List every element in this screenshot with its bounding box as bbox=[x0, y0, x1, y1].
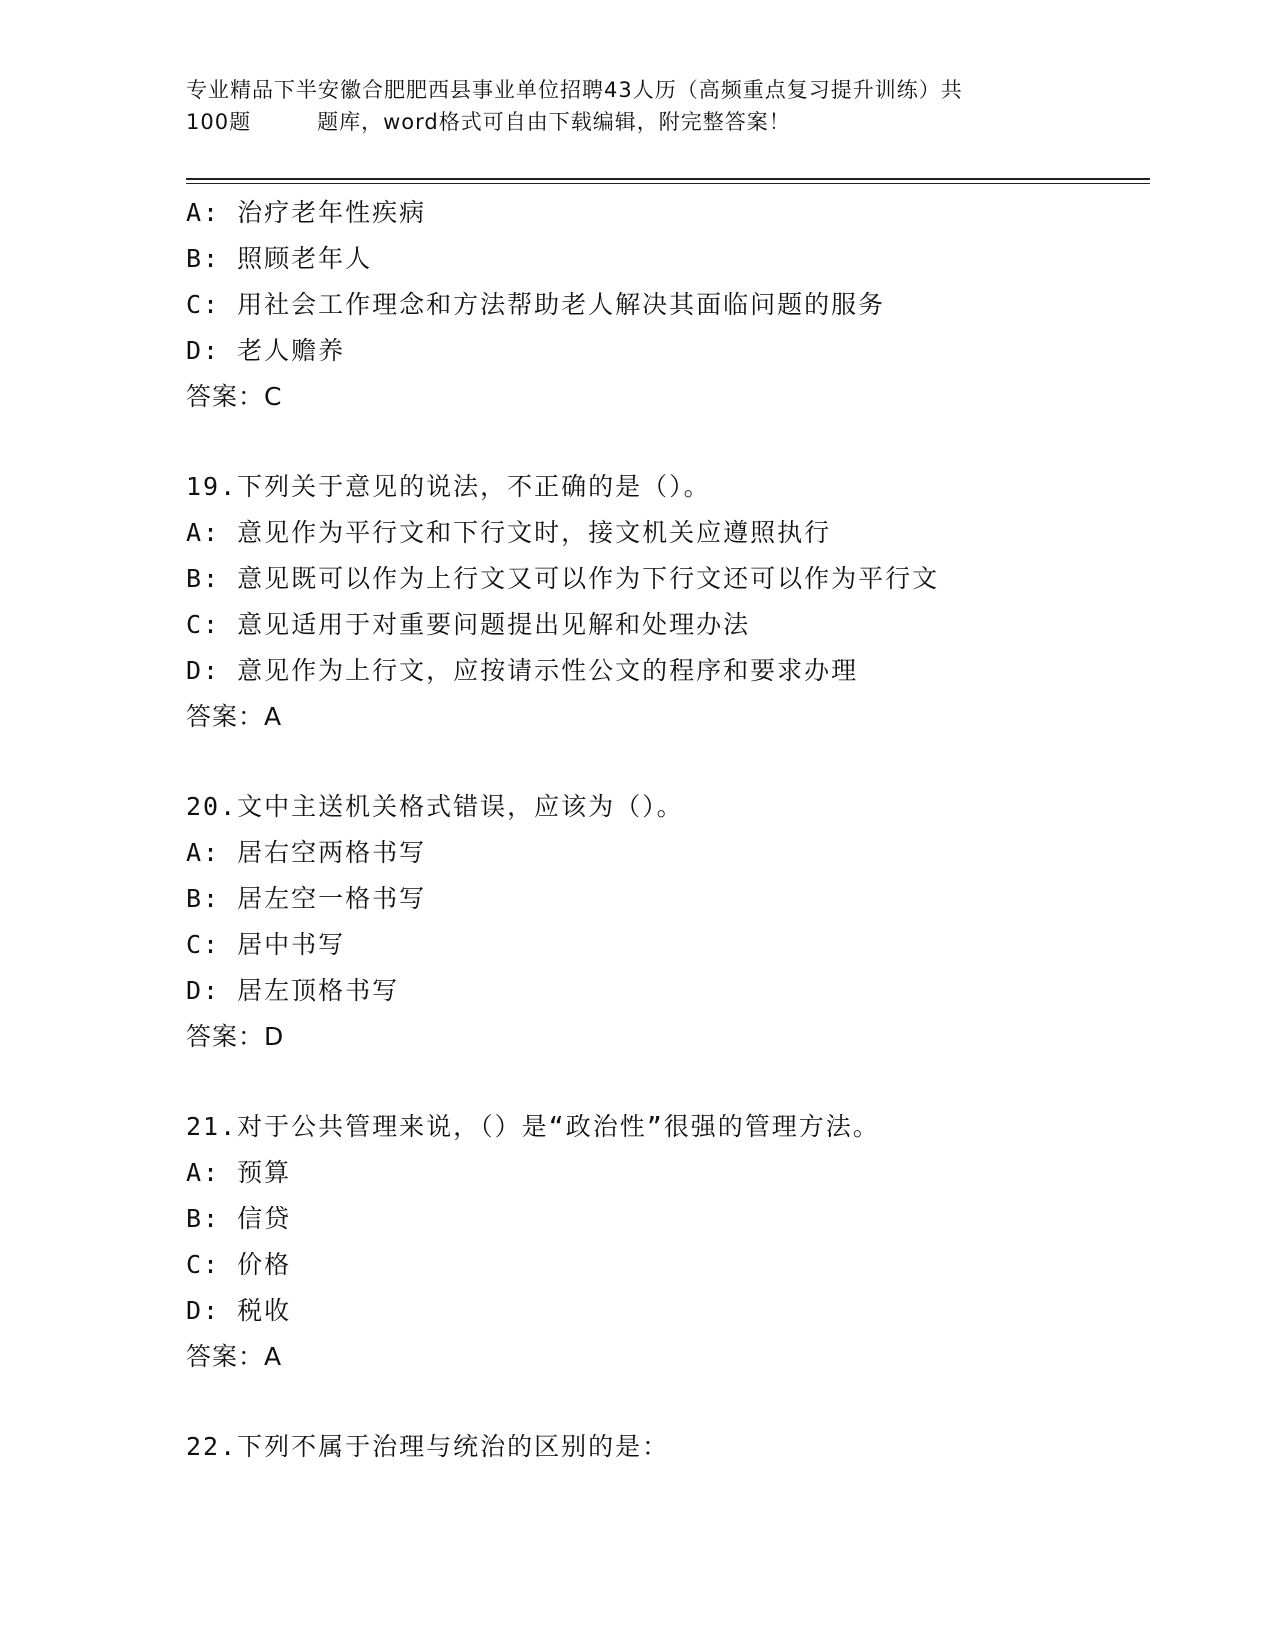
option-d: D: 税收 bbox=[186, 1296, 292, 1325]
option-b: B: 意见既可以作为上行文又可以作为下行文还可以作为平行文 bbox=[186, 564, 940, 593]
question-stem: 22.下列不属于治理与统治的区别的是： bbox=[186, 1432, 670, 1461]
option-b: B: 照顾老年人 bbox=[186, 244, 373, 273]
answer-line: 答案：C bbox=[186, 382, 283, 411]
option-a: A: 意见作为平行文和下行文时，接文机关应遵照执行 bbox=[186, 518, 832, 547]
answer-line: 答案：A bbox=[186, 1342, 283, 1371]
header-title-line2 bbox=[186, 106, 1086, 138]
question-list bbox=[186, 190, 1146, 1470]
question-stem: 19.下列关于意见的说法，不正确的是（）。 bbox=[186, 472, 711, 501]
option-b: B: 居左空一格书写 bbox=[186, 884, 427, 913]
option-a: A: 治疗老年性疾病 bbox=[186, 198, 427, 227]
answer-line: 答案：A bbox=[186, 702, 283, 731]
option-a: A: 居右空两格书写 bbox=[186, 838, 427, 867]
question-stem: 21.对于公共管理来说，（）是“政治性”很强的管理方法。 bbox=[186, 1112, 880, 1141]
header-divider-thick bbox=[186, 178, 1150, 180]
header-subtitle: 题库，word格式可自由下载编辑，附完整答案！ bbox=[317, 110, 791, 134]
option-d: D: 居左顶格书写 bbox=[186, 976, 400, 1005]
question-block-22 bbox=[186, 1424, 1146, 1470]
question-block-21 bbox=[186, 1104, 1146, 1380]
document-header bbox=[186, 74, 1086, 138]
option-c: C: 价格 bbox=[186, 1250, 292, 1279]
option-b: B: 信贷 bbox=[186, 1204, 292, 1233]
option-c: C: 用社会工作理念和方法帮助老人解决其面临问题的服务 bbox=[186, 290, 886, 319]
option-a: A: 预算 bbox=[186, 1158, 292, 1187]
question-block-19 bbox=[186, 464, 1146, 740]
question-block-18 bbox=[186, 190, 1146, 420]
option-d: D: 老人赡养 bbox=[186, 336, 346, 365]
option-c: C: 居中书写 bbox=[186, 930, 346, 959]
header-divider-thin bbox=[186, 183, 1150, 184]
question-block-20 bbox=[186, 784, 1146, 1060]
option-d: D: 意见作为上行文，应按请示性公文的程序和要求办理 bbox=[186, 656, 859, 685]
option-c: C: 意见适用于对重要问题提出见解和处理办法 bbox=[186, 610, 751, 639]
question-stem: 20.文中主送机关格式错误，应该为（）。 bbox=[186, 792, 684, 821]
header-title-line1: 专业精品下半安徽合肥肥西县事业单位招聘43人历（高频重点复习提升训练）共 bbox=[186, 78, 963, 102]
header-count: 100题 bbox=[186, 110, 252, 134]
answer-line: 答案：D bbox=[186, 1022, 285, 1051]
